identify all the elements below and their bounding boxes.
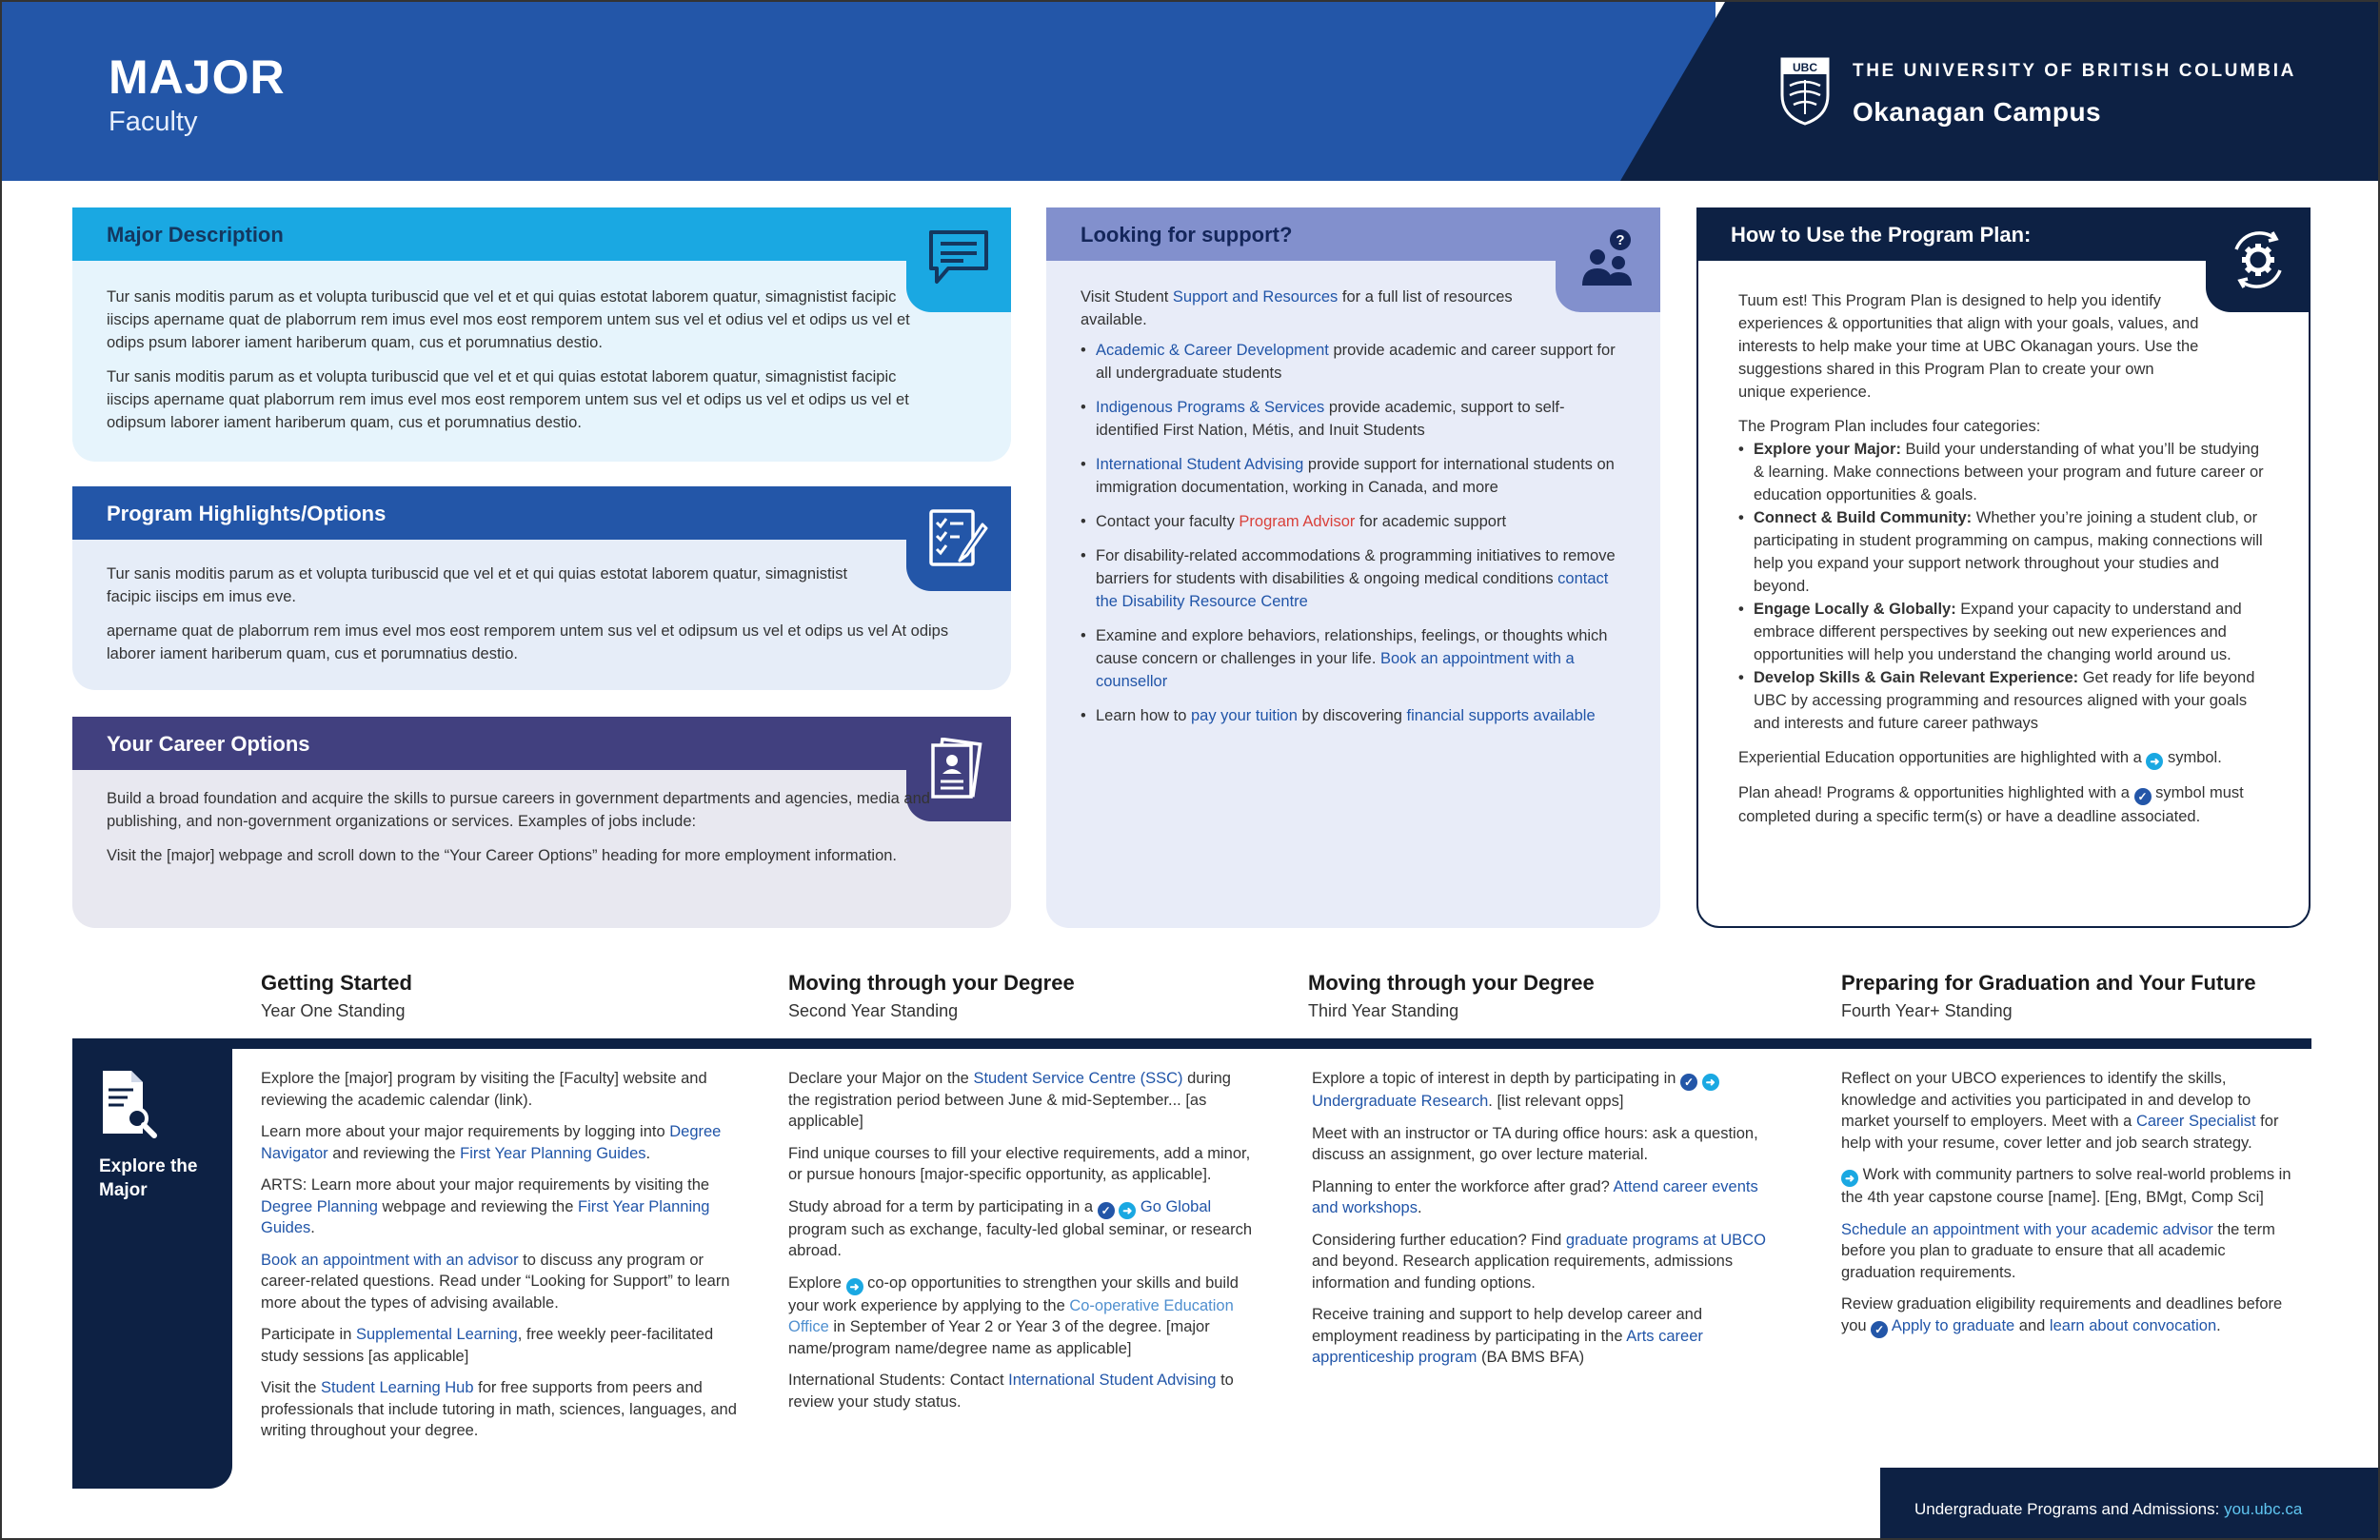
book-advisor-link[interactable]: Book an appointment with an advisor — [261, 1251, 519, 1269]
counsellor-link[interactable]: Book an appointment with a counsellor — [1096, 650, 1575, 690]
first-year-guides-link[interactable]: First Year Planning Guides — [460, 1144, 646, 1162]
year-four-item: Schedule an appointment with your academic advisor the term before you plan to graduate to ensure that all academic graduation requirements. — [1841, 1220, 2275, 1281]
page-title: MAJOR — [109, 50, 286, 104]
speech-bubble-icon — [927, 228, 990, 287]
career-options-paragraph: Build a broad foundation and acquire the skills to pursue careers in government departments and agencies, media and publishing, and non-government organizations or services. Examples of jobs include: — [107, 790, 930, 830]
career-options-body — [107, 787, 935, 879]
year-one-heading — [261, 971, 412, 1021]
year-two-item: Find unique courses to fill your elective requirements, add a minor, or pursue honours [major-specific opportunity, as applicable]. — [788, 1144, 1251, 1183]
ubc-logo-text: UBC — [1793, 61, 1817, 74]
year-one-item: Explore the [major] program by visiting the [Faculty] website and reviewing the academic calendar (link). — [261, 1070, 707, 1109]
year-two-item: Study abroad for a term by participating in a ✓ ➜ Go Global program such as exchange, faculty-led global seminar, or research abroad. — [788, 1197, 1252, 1259]
footer-bar — [1880, 1468, 2380, 1540]
support-title: Looking for support? — [1046, 207, 1660, 261]
how-to-title: How to Use the Program Plan: — [1696, 207, 2311, 261]
experiential-note: Experiential Education opportunities are highlighted with a ➜ symbol. — [1738, 749, 2222, 768]
category-item: • Explore your Major: Build your understanding of what you’ll be studying & learning. Make connections between your program and future career or education opportunities & goals. — [1738, 438, 2271, 506]
timeline-rule — [72, 1038, 2311, 1049]
ubc-crest-icon — [1780, 57, 1830, 126]
career-events-link[interactable]: Attend career events and workshops — [1312, 1177, 1758, 1216]
program-highlights-paragraph: apername quat de plaborrum rem imus evel mos eost remporem untem sus vel et odipsum us vel et odips us vel At odips laborer iament hariberum quam, cus et porumnatius destio. — [107, 622, 949, 662]
disability-resource-link[interactable]: contact the Disability Resource Centre — [1096, 570, 1609, 610]
year-four-column — [1841, 1068, 2298, 1349]
header-university-panel — [1620, 2, 2380, 181]
support-tab — [1556, 207, 1660, 312]
indigenous-programs-link[interactable]: Indigenous Programs & Services — [1096, 399, 1325, 416]
major-description-paragraph: Tur sanis moditis parum as et volupta turibuscid que vel et et qui quias estotat laborem quatur, simagnistist facipic iiscips apername quat de plaborrum rem imus evel mos eost remporem untem sus vel et odius vel et odips us vel et odips psum laborer iament hariberum quam, cus et porumnatius destio. — [107, 288, 910, 351]
career-options-paragraph: Visit the [major] webpage and scroll down to the “Your Career Options” heading for more employment information. — [107, 847, 898, 864]
international-advising-link[interactable]: International Student Advising — [1096, 456, 1304, 473]
support-item: • International Student Advising provide support for international students on immigration documentation, working in Canada, and more — [1081, 453, 1622, 499]
year-four-item: Reflect on your UBCO experiences to identify the skills, knowledge and activities you participated in and develop to market yourself to employers. Meet with a Career Specialist for help with your resume, cover letter and job search strategy. — [1841, 1070, 2279, 1152]
international-advising-link[interactable]: International Student Advising — [1008, 1372, 1217, 1389]
major-description-body — [107, 286, 935, 445]
major-description-card — [72, 207, 1011, 462]
career-options-card — [72, 717, 1011, 928]
tuition-link[interactable]: pay your tuition — [1190, 707, 1298, 724]
degree-planning-link[interactable]: Degree Planning — [261, 1197, 378, 1215]
column-title: Moving through your Degree — [788, 971, 1075, 995]
year-four-item: Review graduation eligibility requirements and deadlines before you ✓ Apply to graduate and learn about convocation. — [1841, 1295, 2283, 1336]
support-body — [1081, 286, 1565, 343]
support-item: • Indigenous Programs & Services provide academic, support to self-identified First Nation, Métis, and Inuit Students — [1081, 396, 1622, 442]
plan-ahead-note: Plan ahead! Programs & opportunities highlighted with a ✓ symbol must completed during a specific term(s) or have a deadline associated. — [1738, 784, 2244, 825]
arrow-circle-icon: ➜ — [1119, 1202, 1136, 1219]
how-to-tab — [2206, 207, 2311, 312]
support-list-wrap — [1081, 339, 1622, 739]
year-two-item: Declare your Major on the Student Service Centre (SSC) during the registration period between June & mid-September... [as applicable] — [788, 1070, 1231, 1130]
year-three-column — [1312, 1068, 1769, 1379]
resume-icon — [927, 738, 990, 800]
footer-website-link[interactable]: you.ubc.ca — [2224, 1500, 2303, 1518]
year-three-item: Explore a topic of interest in depth by participating in ✓ ➜ Undergraduate Research. [list relevant opps] — [1312, 1068, 1769, 1113]
go-global-link[interactable]: Go Global — [1140, 1197, 1212, 1215]
year-four-heading — [1841, 971, 2256, 1021]
footer-label: Undergraduate Programs and Admissions: — [1914, 1500, 2225, 1518]
year-one-item: Participate in Supplemental Learning, free weekly peer-facilitated study sessions [as applicable] — [261, 1326, 714, 1365]
column-subtitle: Third Year Standing — [1308, 1001, 1459, 1020]
program-highlights-card — [72, 486, 1011, 690]
career-options-title: Your Career Options — [72, 717, 1011, 770]
degree-navigator-link[interactable]: Degree Navigator — [261, 1123, 722, 1162]
year-one-item: Learn more about your major requirements by logging into Degree Navigator and reviewing the First Year Planning Guides. — [261, 1123, 722, 1162]
support-item: • Contact your faculty Program Advisor for academic support — [1081, 510, 1622, 533]
explore-major-label: Explore the Major — [99, 1156, 198, 1200]
year-two-item: International Students: Contact International Student Advising to review your study status. — [788, 1372, 1234, 1411]
year-three-item: Receive training and support to help develop career and employment readiness by participating in the Arts career apprenticeship program (BA BMS BFA) — [1312, 1306, 1703, 1366]
arrow-circle-icon: ➜ — [846, 1278, 863, 1295]
explore-major-panel — [72, 1038, 232, 1489]
convocation-link[interactable]: learn about convocation — [2049, 1316, 2217, 1334]
year-one-item: Book an appointment with an advisor to discuss any program or career-related questions. Read under “Looking for Support” to learn more about the types of advising available. — [261, 1251, 730, 1312]
year-one-column — [261, 1068, 737, 1452]
schedule-advisor-link[interactable]: Schedule an appointment with your academic advisor — [1841, 1220, 2213, 1238]
support-intro: Visit Student Support and Resources for a full list of resources available. — [1081, 288, 1513, 328]
gear-cycle-icon — [2227, 228, 2290, 291]
year-three-item: Considering further education? Find graduate programs at UBCO and beyond. Research application requirements, admissions information and funding options. — [1312, 1231, 1766, 1292]
year-one-item: ARTS: Learn more about your major requirements by visiting the Degree Planning webpage and reviewing the First Year Planning Guides. — [261, 1176, 710, 1236]
program-highlights-title: Program Highlights/Options — [72, 486, 1011, 540]
check-circle-icon: ✓ — [1098, 1202, 1115, 1219]
ssc-link[interactable]: Student Service Centre (SSC) — [973, 1070, 1183, 1087]
column-subtitle: Second Year Standing — [788, 1001, 959, 1020]
support-item: • Examine and explore behaviors, relationships, feelings, or thoughts which cause concern or challenges in your life. Book an appointment with a counsellor — [1081, 624, 1622, 693]
category-item: • Develop Skills & Gain Relevant Experience: Get ready for life beyond UBC by accessing programming and resources aligned with your goals and interests and future career pathways — [1738, 666, 2271, 735]
graduate-programs-link[interactable]: graduate programs at UBCO — [1565, 1231, 1766, 1249]
categories-intro: The Program Plan includes four categories: — [1738, 418, 2041, 435]
how-to-card — [1696, 207, 2311, 928]
how-to-body — [1738, 415, 2271, 839]
year-three-heading — [1308, 971, 1595, 1021]
year-three-item: Meet with an instructor or TA during office hours: ask a question, discuss an assignment, go over lecture material. — [1312, 1124, 1758, 1163]
year-one-item: Visit the Student Learning Hub for free supports from peers and professionals that include tutoring in math, sciences, languages, and writing throughout your degree. — [261, 1379, 737, 1439]
year-two-column — [788, 1068, 1255, 1423]
year-four-item: ➜ Work with community partners to solve real-world problems in the 4th year capstone course [name]. [Eng, BMgt, Comp Sci] — [1841, 1166, 2291, 1206]
support-item: • For disability-related accommodations & programming initiatives to remove barriers for students with disabilities & ongoing medical conditions contact the Disability Resource Centre — [1081, 544, 1622, 613]
how-to-intro: Tuum est! This Program Plan is designed to help you identify experiences & opportunities that align with your goals, values, and interests to help make your time at UBC Okanagan yours. Use the suggestions shared in this Program Plan to create your own unique experience. — [1738, 292, 2199, 401]
undergraduate-research-link[interactable]: Undergraduate Research — [1312, 1093, 1489, 1110]
year-two-heading — [788, 971, 1075, 1021]
campus-name: Okanagan Campus — [1853, 97, 2102, 127]
university-name: THE UNIVERSITY OF BRITISH COLUMBIA — [1853, 61, 2296, 81]
column-subtitle: Fourth Year+ Standing — [1841, 1001, 2013, 1020]
support-list — [1081, 339, 1622, 727]
document-search-icon — [99, 1067, 158, 1141]
financial-supports-link[interactable]: financial supports available — [1406, 707, 1596, 724]
support-resources-link[interactable]: Support and Resources — [1172, 288, 1339, 306]
check-circle-icon: ✓ — [1871, 1321, 1888, 1338]
supplemental-learning-link[interactable]: Supplemental Learning — [355, 1326, 518, 1343]
arts-apprenticeship-link[interactable]: Arts career apprenticeship program — [1312, 1327, 1703, 1366]
year-three-item: Planning to enter the workforce after grad? Attend career events and workshops. — [1312, 1177, 1758, 1216]
category-item: • Engage Locally & Globally: Expand your capacity to understand and embrace different perspectives by seeking out new experiences and opportunities will help you understand the changing world around us. — [1738, 598, 2271, 666]
support-card — [1046, 207, 1660, 928]
column-subtitle: Year One Standing — [261, 1001, 406, 1020]
column-title: Getting Started — [261, 971, 412, 995]
major-description-title: Major Description — [72, 207, 1011, 261]
column-title: Preparing for Graduation and Your Future — [1841, 971, 2256, 995]
svg-text:?: ? — [1616, 232, 1625, 248]
program-highlights-body — [107, 563, 973, 677]
support-item: • Learn how to pay your tuition by discovering financial supports available — [1081, 704, 1622, 727]
arts-first-year-guides-link[interactable]: First Year Planning Guides — [261, 1197, 710, 1236]
people-question-icon — [1577, 228, 1639, 291]
check-circle-icon: ✓ — [2134, 788, 2152, 805]
categories-list — [1738, 438, 2271, 735]
coop-office-link[interactable]: Co-operative Education Office — [788, 1296, 1234, 1335]
checklist-icon — [927, 507, 990, 570]
column-title: Moving through your Degree — [1308, 971, 1595, 995]
arrow-circle-icon: ➜ — [2146, 753, 2163, 770]
career-specialist-link[interactable]: Career Specialist — [2135, 1113, 2256, 1130]
faculty-subtitle: Faculty — [109, 107, 198, 137]
category-item: • Connect & Build Community: Whether you’re joining a student club, or participating in student programming on campus, making connections will help you expand your support network throughout your studies and beyond. — [1738, 506, 2271, 598]
program-advisor-link[interactable]: Program Advisor — [1239, 513, 1356, 530]
check-circle-icon: ✓ — [1680, 1074, 1697, 1091]
program-highlights-paragraph: Tur sanis moditis parum as et volupta turibuscid que vel et et qui quias estotat laborem quatur, simagnistist facipic iiscips em imus eve. — [107, 565, 848, 605]
year-two-item: Explore ➜ co-op opportunities to strengthen your skills and build your work experience by applying to the Co-operative Education Office in September of Year 2 or Year 3 of the degree. [major name/program name/degree name as applicable] — [788, 1273, 1239, 1357]
arrow-circle-icon: ➜ — [1841, 1170, 1858, 1187]
learning-hub-link[interactable]: Student Learning Hub — [320, 1379, 474, 1396]
apply-graduate-link[interactable]: Apply to graduate — [1891, 1316, 2015, 1334]
how-to-intro-wrap — [1738, 289, 2204, 415]
support-item: • Academic & Career Development provide academic and career support for all undergraduate students — [1081, 339, 1622, 385]
major-description-paragraph: Tur sanis moditis parum as et volupta turibuscid que vel et et qui quias estotat laborem quatur, simagnistist facipic iiscips apername quat plaborrum rem imus evel mos eost remporem untem sus vel et odips us vel et odips us vel et odipsum laborer iament hariberum quam, cus et porumnatius destio. — [107, 368, 909, 431]
academic-career-link[interactable]: Academic & Career Development — [1096, 342, 1329, 359]
arrow-circle-icon: ➜ — [1702, 1074, 1719, 1091]
